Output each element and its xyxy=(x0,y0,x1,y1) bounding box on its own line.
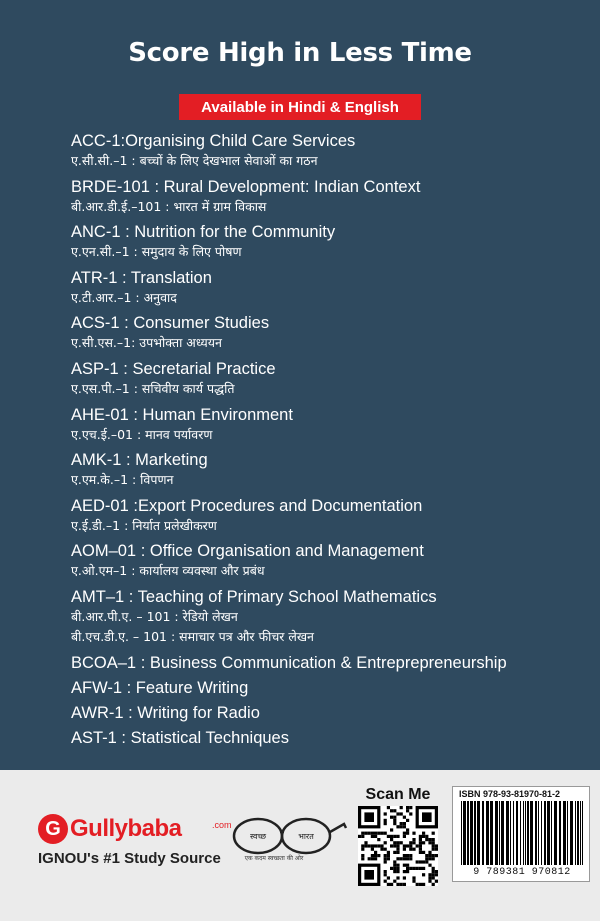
course-english: AHE-01 : Human Environment xyxy=(71,405,293,424)
course-item xyxy=(71,313,591,353)
course-hindi: बी.आर.डी.ई.–101 : भारत में ग्राम विकास xyxy=(71,198,267,214)
course-english: AMK-1 : Marketing xyxy=(71,451,208,470)
isbn-label: ISBN 978-93-81970-81-2 xyxy=(459,789,561,799)
scan-me-label: Scan Me xyxy=(365,786,431,803)
course-hindi: ए.एच.ई.–01 : मानव पर्यावरण xyxy=(71,426,213,442)
course-hindi: ए.ई.डी.–1 : निर्यात प्रलेखीकरण xyxy=(71,517,217,533)
course-hindi: ए.टी.आर.–1 : अनुवाद xyxy=(71,289,177,305)
swachh-left-text: स्वच्छ xyxy=(249,832,267,841)
logo-wordmark: Gullybaba xyxy=(70,815,182,842)
course-item xyxy=(71,653,591,673)
isbn-barcode xyxy=(452,786,590,882)
course-item xyxy=(71,359,591,399)
swachh-bharat-glasses-icon xyxy=(228,804,348,874)
course-item xyxy=(71,496,591,536)
course-english: BRDE-101 : Rural Development: Indian Context xyxy=(71,177,421,196)
course-hindi: बी.एच.डी.ए. – 101 : समाचार पत्र और फीचर लेखन xyxy=(71,628,314,644)
course-item xyxy=(71,405,591,445)
course-item xyxy=(71,541,591,581)
course-english: ASP-1 : Secretarial Practice xyxy=(71,359,276,378)
course-hindi: ए.एस.पी.–1 : सचिवीय कार्य पद्धति xyxy=(71,380,235,396)
course-english: AED-01 :Export Procedures and Documentation xyxy=(71,496,423,515)
course-hindi: ए.ओ.एम–1 : कार्यालय व्यवस्था और प्रबंध xyxy=(71,563,265,579)
course-hindi: ए.एन.सी.–1 : समुदाय के लिए पोषण xyxy=(71,244,242,260)
course-hindi: ए.सी.सी.–1 : बच्चों के लिए देखभाल सेवाओं का गठन xyxy=(71,153,318,168)
course-item xyxy=(71,222,591,262)
course-hindi: ए.सी.एस.–1: उपभोक्ता अध्ययन xyxy=(71,335,222,351)
course-english: AFW-1 : Feature Writing xyxy=(71,678,249,697)
cover-title: Score High in Less Time xyxy=(128,38,472,68)
course-item xyxy=(71,728,591,748)
course-item xyxy=(71,450,591,490)
course-english: ATR-1 : Translation xyxy=(71,268,212,287)
course-list xyxy=(71,131,591,753)
course-hindi: ए.एम.के.–1 : विपणन xyxy=(71,472,174,488)
course-english: AWR-1 : Writing for Radio xyxy=(71,703,260,722)
tagline: IGNOU's #1 Study Source xyxy=(38,850,221,867)
course-item xyxy=(71,131,591,171)
course-item xyxy=(71,177,591,217)
course-item xyxy=(71,703,591,723)
swachh-caption: एक कदम स्वच्छता की ओर xyxy=(244,855,304,862)
logo-dotcom: .com xyxy=(212,820,232,830)
course-english: AST-1 : Statistical Techniques xyxy=(71,728,289,747)
course-item xyxy=(71,587,591,647)
course-item xyxy=(71,678,591,698)
course-english: AOM–01 : Office Organisation and Management xyxy=(71,542,424,561)
logo-g-icon: G xyxy=(38,814,68,844)
swachh-right-text: भारत xyxy=(298,832,314,841)
course-english: BCOA–1 : Business Communication & Entreprepreneurship xyxy=(71,653,507,672)
course-item xyxy=(71,268,591,308)
course-hindi: बी.आर.पी.ए. – 101 : रेडियो लेखन xyxy=(71,608,238,624)
barcode-icon xyxy=(459,801,585,865)
gullybaba-logo xyxy=(38,814,232,844)
course-english: ACC-1:Organising Child Care Services xyxy=(71,132,356,150)
course-english: ACS-1 : Consumer Studies xyxy=(71,314,270,333)
qr-code-icon xyxy=(358,806,438,886)
course-english: ANC-1 : Nutrition for the Community xyxy=(71,223,336,242)
course-english: AMT–1 : Teaching of Primary School Mathematics xyxy=(71,587,437,606)
barcode-number: 9 789381 970812 xyxy=(473,867,571,878)
language-badge: Available in Hindi & English xyxy=(179,94,421,120)
